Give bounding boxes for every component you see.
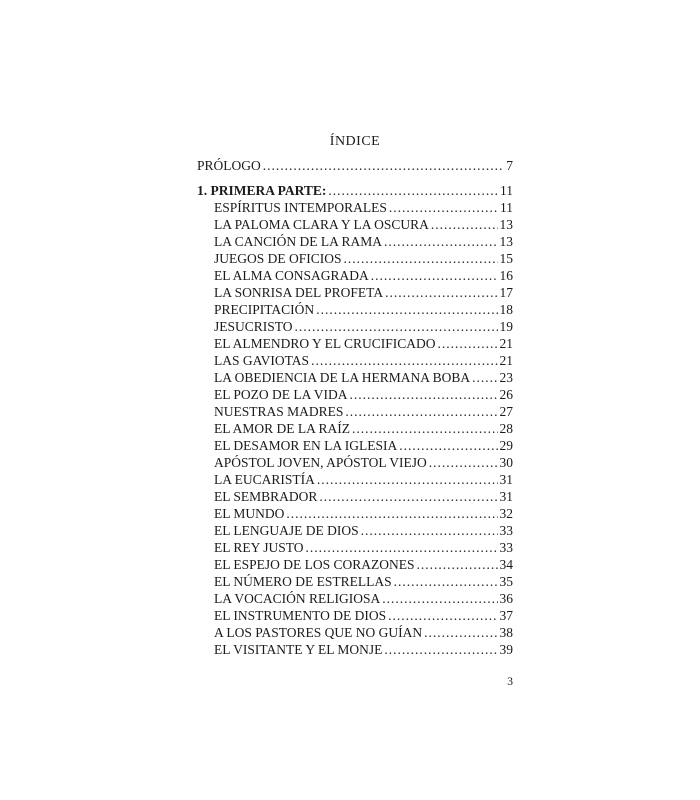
toc-entry (197, 284, 513, 301)
toc-entry-page: 27 (499, 404, 513, 419)
dot-leader (384, 641, 497, 658)
dot-leader (350, 386, 498, 403)
toc-entry (197, 641, 513, 658)
toc-entry-page: 28 (499, 421, 513, 436)
toc-entry-label: JESUCRISTO (214, 319, 293, 334)
toc-entry (197, 182, 513, 199)
toc-entry-label: EL INSTRUMENTO DE DIOS (214, 608, 387, 623)
toc-content (197, 133, 513, 658)
dot-leader (319, 488, 497, 505)
toc-entry-page: 33 (499, 540, 513, 555)
toc-entry (197, 352, 513, 369)
toc-entry (197, 216, 513, 233)
toc-entry-page: 35 (499, 574, 513, 589)
dot-leader (472, 369, 497, 386)
dot-leader (306, 539, 498, 556)
toc-entry (197, 454, 513, 471)
dot-leader (385, 284, 497, 301)
toc-entry-page: 11 (500, 183, 513, 198)
toc-entry-page: 31 (499, 489, 513, 504)
dot-leader (438, 335, 498, 352)
toc-entry-page: 17 (499, 285, 513, 300)
toc-entry-label: EL ESPEJO DE LOS CORAZONES (214, 557, 415, 572)
toc-entry-label: LA PALOMA CLARA Y LA OSCURA (214, 217, 429, 232)
page-title: ÍNDICE (329, 134, 381, 149)
toc-entry (197, 369, 513, 386)
toc-entry-page: 11 (500, 200, 513, 215)
dot-leader (286, 505, 497, 522)
toc-entry-label: LA VOCACIÓN RELIGIOSA (214, 591, 381, 606)
table-of-contents (197, 157, 513, 658)
toc-entry (197, 301, 513, 318)
toc-entry-label: A LOS PASTORES QUE NO GUÍAN (214, 625, 423, 640)
dot-leader (371, 267, 498, 284)
dot-leader (388, 607, 497, 624)
toc-entry-label: EL POZO DE LA VIDA (214, 387, 348, 402)
toc-entry (197, 250, 513, 267)
toc-entry (197, 267, 513, 284)
dot-leader (295, 318, 498, 335)
dot-leader (389, 199, 498, 216)
toc-entry-page: 13 (499, 217, 513, 232)
dot-leader (382, 590, 497, 607)
toc-entry-label: EL NÚMERO DE ESTRELLAS (214, 574, 392, 589)
toc-entry-label: EL VISITANTE Y EL MONJE (214, 642, 383, 657)
toc-entry-label: LA SONRISA DEL PROFETA (214, 285, 384, 300)
toc-entry (197, 403, 513, 420)
toc-entry (197, 607, 513, 624)
toc-entry-page: 31 (499, 472, 513, 487)
toc-entry (197, 233, 513, 250)
dot-leader (429, 454, 498, 471)
toc-entry-page: 29 (499, 438, 513, 453)
toc-entry-page: 19 (499, 319, 513, 334)
toc-entry-page: 34 (499, 557, 513, 572)
toc-entry (197, 522, 513, 539)
toc-entry (197, 505, 513, 522)
toc-entry-label: EL MUNDO (214, 506, 285, 521)
toc-entry-label: EL LENGUAJE DE DIOS (214, 523, 359, 538)
toc-entry-label: LA EUCARISTÍA (214, 472, 315, 487)
dot-leader (361, 522, 498, 539)
toc-entry-page: 13 (499, 234, 513, 249)
toc-entry-label: LA OBEDIENCIA DE LA HERMANA BOBA (214, 370, 471, 385)
toc-entry-page: 23 (499, 370, 513, 385)
dot-leader (352, 420, 498, 437)
toc-entry-page: 21 (499, 336, 513, 351)
page-number: 3 (507, 676, 513, 688)
toc-entry-page: 37 (499, 608, 513, 623)
toc-entry-label: APÓSTOL JOVEN, APÓSTOL VIEJO (214, 455, 427, 470)
toc-entry-page: 15 (499, 251, 513, 266)
toc-entry-label: ESPÍRITUS INTEMPORALES (214, 200, 387, 215)
toc-entry-page: 38 (499, 625, 513, 640)
dot-leader (384, 233, 497, 250)
dot-leader (316, 301, 497, 318)
toc-entry-label: EL SEMBRADOR (214, 489, 318, 504)
toc-entry (197, 386, 513, 403)
toc-entry (197, 157, 513, 174)
toc-entry-label: EL DESAMOR EN LA IGLESIA (214, 438, 398, 453)
toc-entry-label: EL AMOR DE LA RAÍZ (214, 421, 350, 436)
toc-entry-page: 36 (499, 591, 513, 606)
dot-leader (431, 216, 498, 233)
dot-leader (311, 352, 497, 369)
toc-entry-label: PRECIPITACIÓN (214, 302, 315, 317)
toc-entry (197, 539, 513, 556)
dot-leader (417, 556, 498, 573)
toc-entry-page: 18 (499, 302, 513, 317)
toc-entry (197, 556, 513, 573)
toc-entry-label: EL ALMENDRO Y EL CRUCIFICADO (214, 336, 436, 351)
toc-entry-label: EL REY JUSTO (214, 540, 304, 555)
toc-entry-page: 32 (499, 506, 513, 521)
toc-entry-page: 7 (506, 158, 513, 173)
dot-leader (394, 573, 498, 590)
toc-entry (197, 573, 513, 590)
toc-entry-label: 1. PRIMERA PARTE: (197, 183, 327, 198)
toc-entry (197, 437, 513, 454)
toc-entry-label: LAS GAVIOTAS (214, 353, 310, 368)
dot-leader (399, 437, 497, 454)
toc-entry (197, 335, 513, 352)
dot-leader (328, 182, 498, 199)
toc-entry-page: 21 (499, 353, 513, 368)
dot-leader (424, 624, 497, 641)
toc-entry (197, 488, 513, 505)
toc-entry (197, 318, 513, 335)
toc-entry (197, 624, 513, 641)
toc-entry-page: 16 (499, 268, 513, 283)
toc-entry-page: 26 (499, 387, 513, 402)
toc-entry (197, 199, 513, 216)
dot-leader (344, 250, 498, 267)
dot-leader (263, 157, 504, 174)
toc-entry-label: LA CANCIÓN DE LA RAMA (214, 234, 383, 249)
toc-entry-label: NUESTRAS MADRES (214, 404, 344, 419)
toc-entry (197, 471, 513, 488)
toc-entry-label: PRÓLOGO (197, 158, 261, 173)
dot-leader (345, 403, 497, 420)
toc-entry (197, 420, 513, 437)
toc-entry-page: 30 (499, 455, 513, 470)
toc-entry-page: 33 (499, 523, 513, 538)
toc-entry-label: JUEGOS DE OFICIOS (214, 251, 342, 266)
toc-entry-page: 39 (499, 642, 513, 657)
dot-leader (317, 471, 498, 488)
toc-entry (197, 590, 513, 607)
toc-entry-label: EL ALMA CONSAGRADA (214, 268, 369, 283)
